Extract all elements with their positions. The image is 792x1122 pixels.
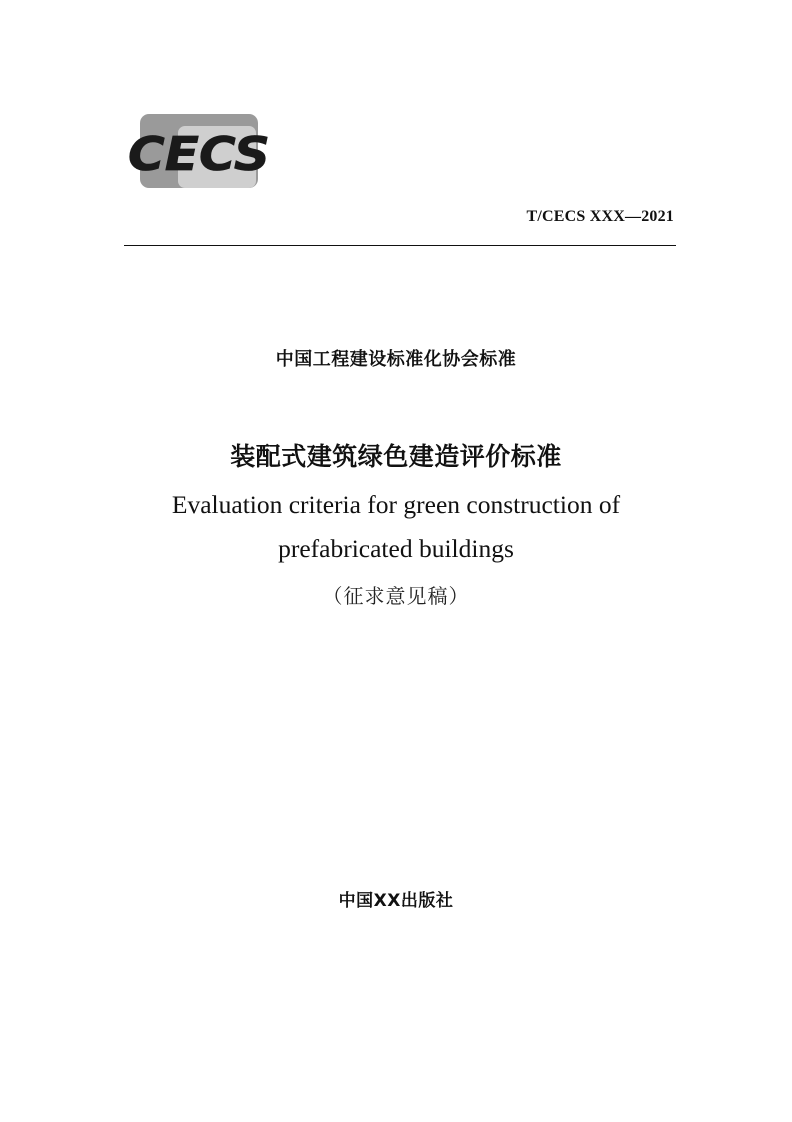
cecs-logo: [124, 110, 274, 192]
svg-text:CECS: CECS: [128, 127, 270, 181]
title-english-line1: Evaluation criteria for green construction of: [171, 490, 621, 519]
title-english-line2: prefabricated buildings: [278, 534, 514, 563]
title-chinese: 装配式建筑绿色建造评价标准: [230, 442, 562, 471]
draft-status-label: （征求意见稿）: [322, 584, 470, 608]
standard-number: T/CECS XXX—2021: [526, 208, 674, 225]
association-standard-label: 中国工程建设标准化协会标准: [275, 349, 517, 370]
publisher-name: 中国XX出版社: [338, 891, 454, 911]
header-rule: [124, 245, 676, 246]
